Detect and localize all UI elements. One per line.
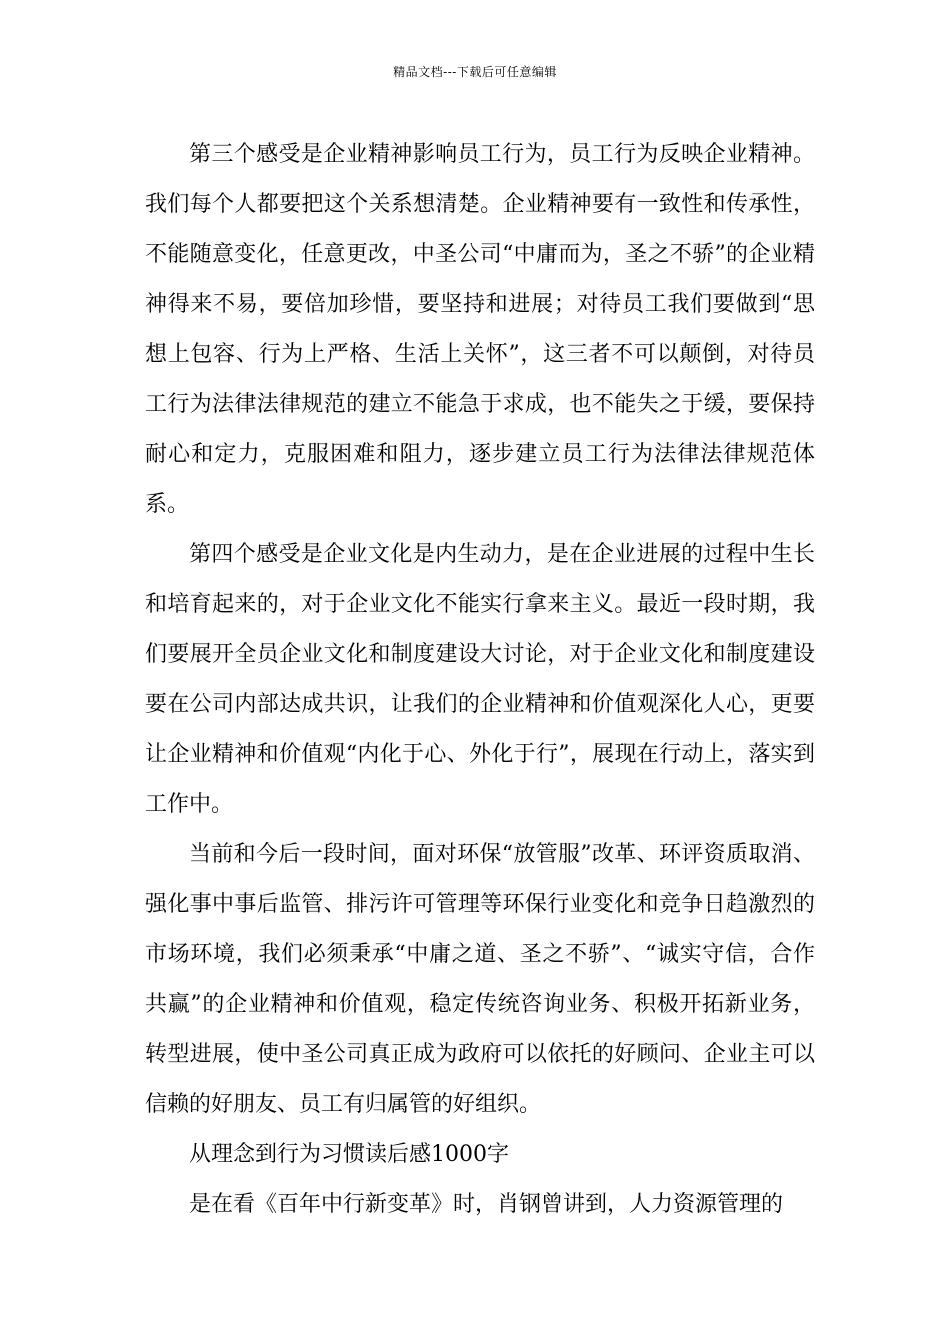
document-body bbox=[145, 130, 815, 1230]
paragraph-fourth-feeling: 第四个感受是企业文化是内生动力，是在企业进展的过程中生长和培育起来的，对于企业文化不能实行拿来主义。最近一段时期，我们要展开全员企业文化和制度建设大讨论，对于企业文化和制度建设要在公司内部达成共识，让我们的企业精神和价值观深化人心，更要让企业精神和价值观“内化于心、外化于行”，展现在行动上，落实到工作中。 bbox=[145, 542, 815, 817]
paragraph-intro: 是在看《百年中行新变革》时，肖钢曾讲到，人力资源管理的 bbox=[189, 1192, 784, 1217]
page-header: 精品文档---下载后可任意编辑 bbox=[393, 65, 557, 79]
paragraph-third-feeling: 第三个感受是企业精神影响员工行为，员工行为反映企业精神。我们每个人都要把这个关系想清楚。企业精神要有一致性和传承性，不能随意变化，任意更改，中圣公司“中庸而为，圣之不骄”的企业精神得来不易，要倍加珍惜，要坚持和进展；对待员工我们要做到“思想上包容、行为上严格、生活上关怀”，这三者不可以颠倒，对待员工行为法律法律规范的建立不能急于求成，也不能失之于缓，要保持耐心和定力，克服困难和阻力，逐步建立员工行为法律法律规范体系。 bbox=[145, 142, 815, 517]
paragraph-current-outlook: 当前和今后一段时间，面对环保“放管服”改革、环评资质取消、强化事中事后监管、排污许可管理等环保行业变化和竞争日趋激烈的市场环境，我们必须秉承“中庸之道、圣之不骄”、“诚实守信，合作共赢”的企业精神和价值观，稳定传统咨询业务、积极开拓新业务，转型进展，使中圣公司真正成为政府可以依托的好顾问、企业主可以信赖的好朋友、员工有归属管的好组织。 bbox=[145, 842, 815, 1117]
section-title: 从理念到行为习惯读后感1000字 bbox=[189, 1142, 509, 1167]
